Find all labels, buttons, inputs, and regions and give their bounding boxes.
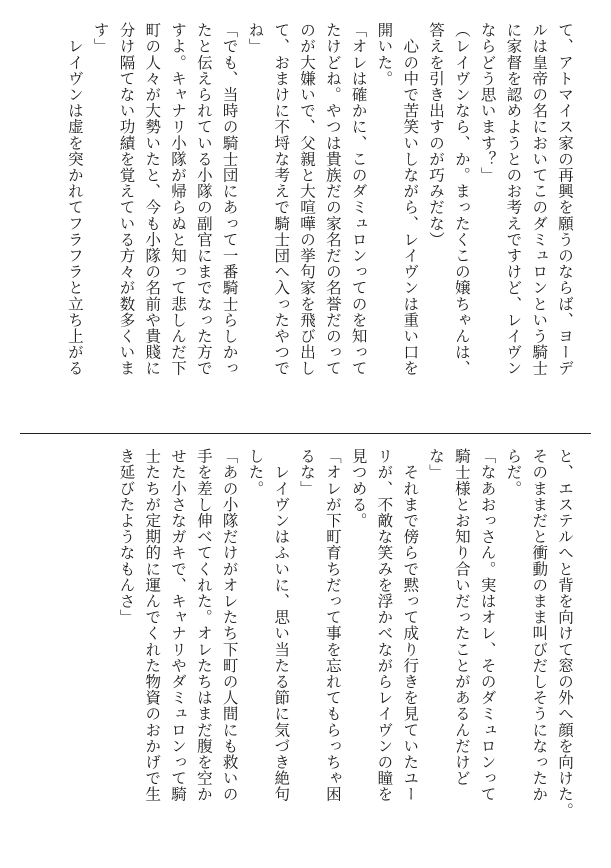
text-line: な」 [427, 448, 446, 481]
text-line: ならどう思います？」 [478, 22, 497, 183]
text-line: たけどね。やつは貴族だの家名だの名誉だのって [323, 22, 342, 377]
text-line: それまで傍らで黙って成り行きを見ていたユー [401, 448, 420, 803]
text-line: （レイヴンなら、か。まったくこの嬢ちゃんは、 [452, 22, 471, 377]
text-line: レイヴンはふいに、思い当たる節に気づき絶句 [272, 448, 291, 803]
section-divider [20, 433, 591, 434]
text-line: のが大嫌いで、父親と大喧嘩の挙句家を飛び出し [298, 22, 317, 377]
text-line: 答えを引き出すのが巧みだな） [427, 22, 446, 248]
text-line: 「あの小隊だけがオレたち下町の人間にも救いの [220, 448, 239, 803]
text-line: 町の人々が大勢いたと、今も小隊の名前や貴賤に [143, 22, 162, 377]
text-line: 騎士様とお知り合いだったことがあるんだけど [452, 448, 471, 787]
text-line: 「オレが下町育ちだって事を忘れてもらっちゃ困 [323, 448, 342, 803]
text-line: らだ。 [504, 448, 523, 497]
text-line: 手を差し伸べてくれた。オレたちはまだ腹を空か [194, 448, 213, 803]
text-line: ルは皇帝の名においてこのダミュロンという騎士 [530, 22, 549, 377]
text-line: たと伝えられている小隊の副官にまでなった方で [194, 22, 213, 377]
text-line: す」 [91, 22, 110, 55]
text-line: 見つめる。 [349, 448, 368, 529]
text-line: 分け隔てない功績を覚えている方々が数多くいま [117, 22, 136, 377]
text-line: リが、不敵な笑みを浮かべながらレイヴンの瞳を [375, 448, 394, 803]
text-line: せた小さなガキで、キャナリやダミュロンって騎 [169, 448, 188, 803]
text-line: そのままだと衝動のまま叫びだしそうになったか [530, 448, 549, 803]
text-line: 「でも、当時の騎士団にあって一番騎士らしかっ [220, 22, 239, 377]
text-line: るな」 [298, 448, 317, 497]
text-line: 「オレは確かに、このダミュロンってのを知って [349, 22, 368, 377]
text-line: 「なあおっさん。実はオレ、そのダミュロンって [478, 448, 497, 803]
lower-text-block [32, 448, 577, 846]
text-line: すよ。キャナリ小隊が帰らぬと知って悲しんだ下 [169, 22, 188, 377]
text-line: に家督を認めようとのお考えですけど、レイヴン [504, 22, 523, 377]
text-line: き延びたようなもんさ」 [117, 448, 136, 626]
text-line: ね」 [246, 22, 265, 55]
text-line: て、おまけに不埒な考えで騎士団へ入ったやつで [272, 22, 291, 377]
text-line: 士たちが定期的に運んでくれた物資のおかげで生 [143, 448, 162, 803]
upper-text-block [32, 22, 577, 407]
text-line: した。 [246, 448, 265, 497]
text-line: て、アトマイス家の再興を願うのならば、ヨーデ [556, 22, 574, 377]
text-line: 心の中で苦笑いしながら、レイヴンは重い口を [401, 22, 420, 377]
text-line: 開いた。 [375, 22, 394, 87]
text-line: レイヴンは虚を突かれてフラフラと立ち上がる [65, 22, 84, 377]
text-line: と、エステルへと背を向けて窓の外へ顔を向けた。 [556, 448, 574, 819]
